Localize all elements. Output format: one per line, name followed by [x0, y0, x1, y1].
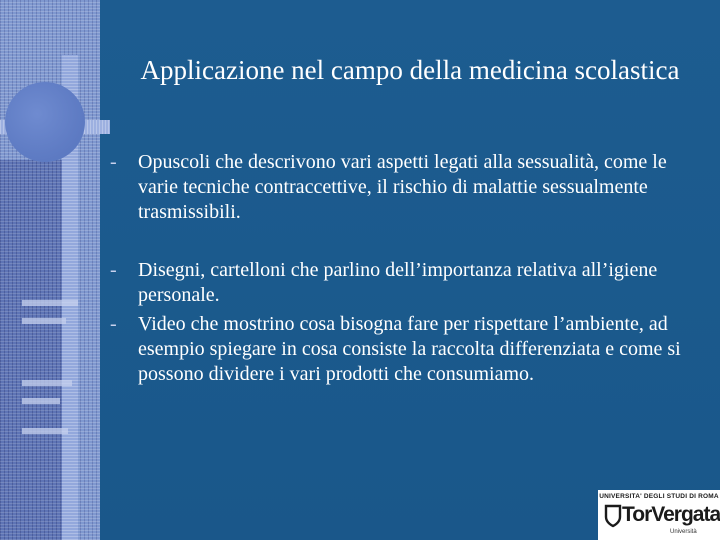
slide-title: Applicazione nel campo della medicina scolastica — [140, 55, 680, 85]
bullet-list — [110, 150, 710, 387]
bullet-text: Disegni, cartelloni che parlino dell’importanza relativa all’igiene personale. — [138, 259, 658, 306]
decorative-stripe — [22, 428, 68, 434]
bullet-item — [110, 150, 710, 225]
decorative-stripe — [22, 300, 78, 306]
logo-name: TorVergata — [622, 503, 720, 526]
logo-subtitle: Università — [670, 529, 697, 535]
decorative-stripe — [22, 398, 60, 404]
bullet-marker: - — [110, 313, 117, 335]
bullet-item — [110, 312, 710, 387]
decorative-circle — [5, 82, 85, 162]
bullet-item — [110, 258, 710, 308]
bullet-marker: - — [110, 259, 117, 281]
university-logo — [598, 490, 720, 540]
decorative-stripe — [22, 318, 66, 324]
bullet-text: Video che mostrino cosa bisogna fare per rispettare l’ambiente, ad esempio spiegare in cosa consiste la raccolta differenziata e come si possono dividere i vari prodotti che consumiamo. — [138, 313, 681, 385]
decorative-stripe — [22, 380, 72, 386]
shield-icon — [604, 504, 622, 528]
bullet-marker: - — [110, 151, 117, 173]
logo-top-text: UNIVERSITA' DEGLI STUDI DI ROMA — [599, 493, 719, 500]
bullet-text: Opuscoli che descrivono vari aspetti legati alla sessualità, come le varie tecniche contraccettive, il rischio di malattie sessualmente trasmissibili. — [138, 151, 667, 223]
